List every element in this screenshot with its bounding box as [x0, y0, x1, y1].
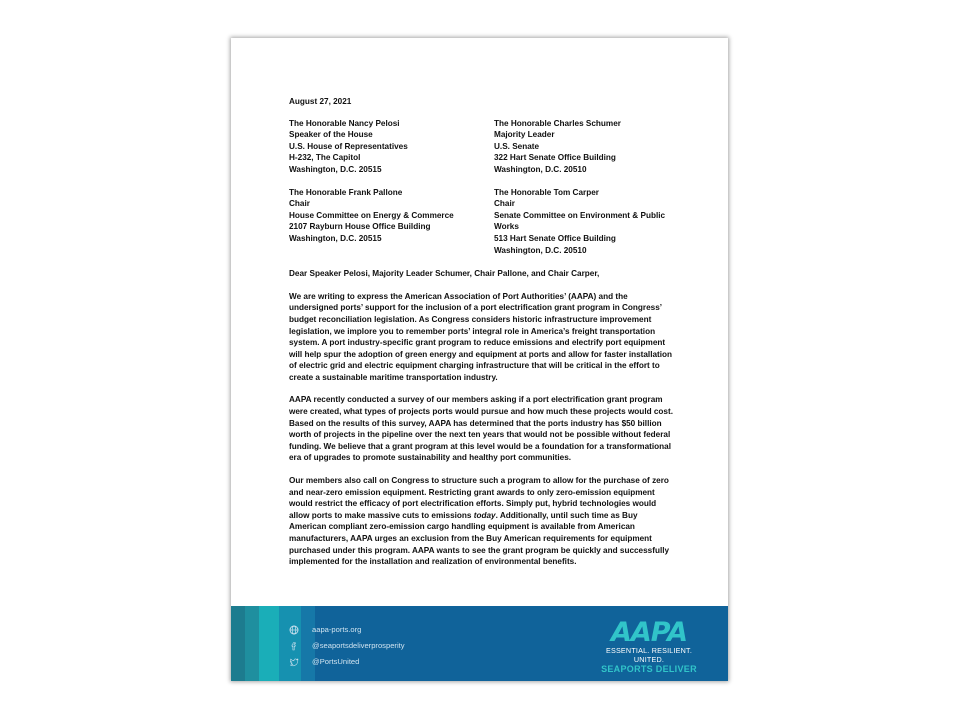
paragraph-3: [289, 475, 675, 568]
website-link[interactable]: aapa-ports.org: [312, 625, 362, 634]
letter-page: [231, 38, 728, 681]
twitter-icon: [289, 657, 299, 667]
footer-stripe: [231, 606, 245, 681]
italic-text: today: [473, 510, 496, 520]
letter-body: [289, 96, 675, 579]
recipient-address-schumer: [494, 118, 675, 176]
paragraph-2: [289, 394, 675, 464]
recipient-address-pallone: [289, 187, 494, 245]
address-line: Washington, D.C. 20515: [289, 233, 382, 243]
address-line: Chair: [494, 199, 515, 209]
paragraph-text: worth of projects in the pipeline over the next ten years that would not be possible without federal funding. We believe that a grant program at this level would be a foundation for a transformational era of upgrades to promote sustainability and healthy port communities.: [289, 430, 671, 463]
address-line: The Honorable Frank Pallone: [289, 187, 403, 197]
address-line: Chair: [289, 199, 310, 209]
paragraph-text: We are writing to express the American Association of Port Authorities’ (AAPA) and the undersigned ports’ support for the inclusion of a: [289, 291, 628, 313]
address-line: The Honorable Tom Carper: [494, 187, 599, 197]
paragraph-text: Our members also call on Congress to structure such a program to allow for the purchase of: [289, 476, 653, 486]
address-line: Washington, D.C. 20510: [494, 164, 587, 174]
paragraph-text: . Restricting grant awards to only zero-emission equipment would restrict the efficacy of port electrification efforts. Simply put, hybrid technologies would allow ports to make massive cuts to emissions: [289, 487, 657, 520]
address-line: The Honorable Nancy Pelosi: [289, 118, 400, 128]
logo-subtagline: SEAPORTS DELIVER: [601, 664, 697, 674]
address-line: U.S. Senate: [494, 141, 540, 151]
address-line: The Honorable Charles Schumer: [494, 118, 621, 128]
logo-tagline: ESSENTIAL. RESILIENT. UNITED.: [605, 646, 693, 664]
paragraph-1: [289, 291, 675, 384]
paragraph-text: AAPA recently conducted a survey of our members asking if a port electrification grant program were created, what types of projects ports would pursue and how much these projects would cost. Based on the results of this survey, AAPA has determined that the ports industry has: [289, 395, 673, 428]
address-line: House Committee on Energy & Commerce: [289, 210, 454, 220]
emphasis-text: port electrification grant program: [480, 303, 611, 313]
paragraph-text: in Congress’ budget reconciliation legislation. As Congress considers historic infrastructure improvement legislation, we implore you to remember ports’ integral role in America’s freight transportation system. A port industry-specific grant program to reduce emissions and electrify port equipment will help spur the adoption of green energy and equipment at ports and allow for faster installation of electric grid and electric equipment charging infrastructure that will be critical in the effort to create a sustainable maritime transportation industry.: [289, 303, 673, 382]
address-line: 322 Hart Senate Office Building: [494, 153, 616, 163]
contact-twitter[interactable]: [289, 654, 405, 670]
facebook-icon: [289, 641, 299, 651]
aapa-logo: [590, 617, 708, 674]
address-line: 2107 Rayburn House Office Building: [289, 222, 431, 232]
footer-contacts: [289, 622, 405, 670]
letterhead-footer: [231, 606, 728, 681]
recipient-address-pelosi: [289, 118, 494, 176]
contact-facebook[interactable]: [289, 638, 405, 654]
address-line: Majority Leader: [494, 130, 555, 140]
twitter-handle[interactable]: @PortsUnited: [312, 657, 360, 666]
address-line: Washington, D.C. 20510: [494, 245, 587, 255]
address-line: Senate Committee on Environment & Public: [494, 210, 666, 220]
address-line: H-232, The Capitol: [289, 153, 361, 163]
recipient-addresses: [289, 118, 675, 268]
address-line: Works: [494, 222, 519, 232]
recipients-left-column: [289, 118, 494, 268]
paragraph-text: . Additionally, until such time as Buy American compliant zero-emission cargo handling equipment is available from American manufacturers, AAPA urges an exclusion from the Buy American requirements for equipment purchased under this program. AAPA wants to see the grant program be quickly and successfully implemented for the installation and realization of environmental benefits.: [289, 510, 670, 567]
address-line: U.S. House of Representatives: [289, 141, 408, 151]
address-line: Washington, D.C. 20515: [289, 164, 382, 174]
contact-website[interactable]: [289, 622, 405, 638]
emphasis-text: $50 billion: [621, 418, 662, 428]
address-line: 513 Hart Senate Office Building: [494, 233, 616, 243]
facebook-handle[interactable]: @seaportsdeliverprosperity: [312, 641, 405, 650]
logo-wordmark: AAPA: [611, 617, 687, 648]
salutation: Dear Speaker Pelosi, Majority Leader Schumer, Chair Pallone, and Chair Carper,: [289, 269, 600, 279]
recipient-address-carper: [494, 187, 675, 257]
address-line: Speaker of the House: [289, 130, 373, 140]
letter-date: August 27, 2021: [289, 97, 352, 106]
footer-stripe: [245, 606, 259, 681]
emphasis-text: zero and near-zero emission equipment: [289, 476, 669, 497]
globe-icon: [289, 625, 299, 635]
recipients-right-column: [494, 118, 675, 268]
footer-stripe: [259, 606, 279, 681]
